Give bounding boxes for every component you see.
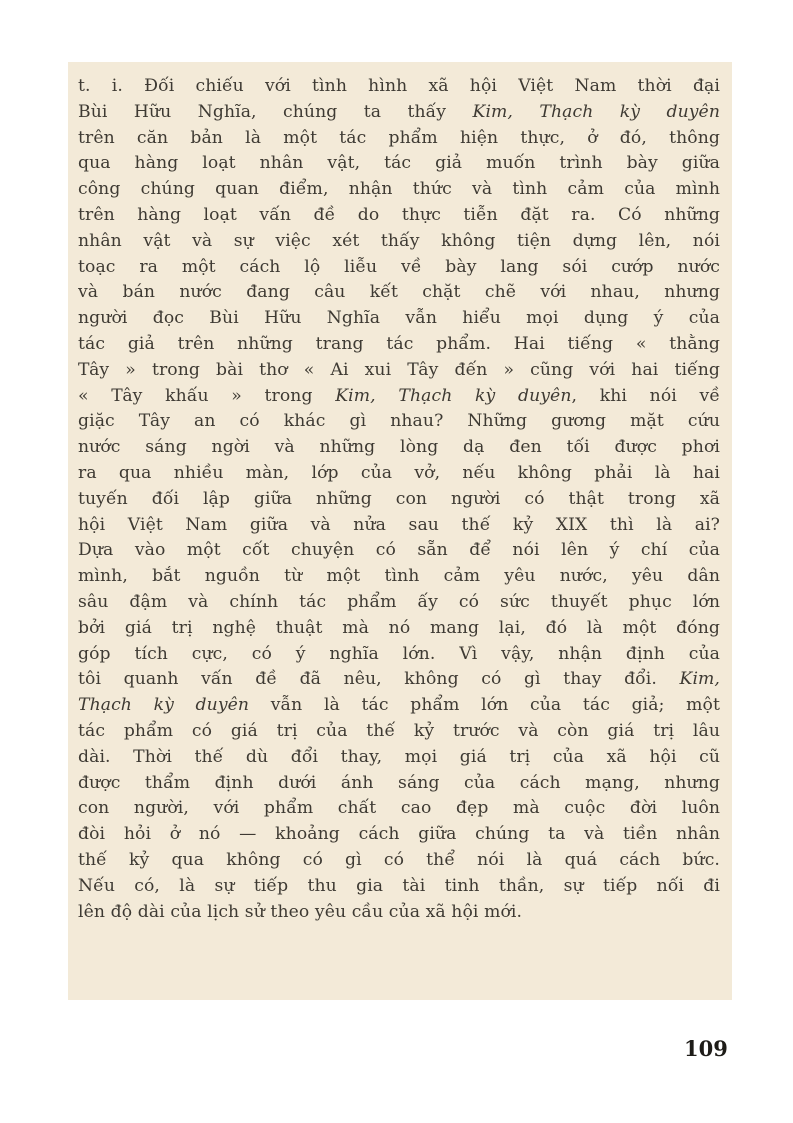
text-line <box>78 719 720 745</box>
line-text: và bán nước đang câu kết chặt chẽ với nhau, nhưng <box>78 282 720 303</box>
text-line <box>78 358 720 384</box>
line-text: tác giả trên những trang tác phẩm. Hai tiếng « thằng <box>78 333 720 354</box>
line-text: góp tích cực, có ý nghĩa lớn. Vì vậy, nhận định của <box>78 643 720 664</box>
text-line <box>78 435 720 461</box>
italic-title-text: Thạch kỳ duyên <box>78 695 250 716</box>
text-line <box>78 771 720 797</box>
line-text: trên hàng loạt vấn đề do thực tiễn đặt ra. Có những <box>78 204 720 225</box>
line-text: con người, với phẩm chất cao đẹp mà cuộc đời luôn <box>78 798 720 819</box>
line-text: công chúng quan điểm, nhận thức và tình cảm của mình <box>78 179 720 200</box>
line-text: t. i. Đối chiếu với tình hình xã hội Việt Nam thời đại <box>78 76 720 96</box>
line-text: Tây » trong bài thơ « Ai xui Tây đến » cũng với hai tiếng <box>78 359 720 380</box>
line-text: mình, bắt nguồn từ một tình cảm yêu nước, yêu dân <box>78 566 720 587</box>
line-text: giặc Tây an có khác gì nhau? Những gương mặt cứu <box>78 411 720 432</box>
text-line <box>78 667 720 693</box>
line-text: dài. Thời thế dù đổi thay, mọi giá trị của xã hội cũ <box>78 746 720 767</box>
text-line <box>78 255 720 281</box>
text-line <box>78 332 720 358</box>
text-line <box>78 100 720 126</box>
line-text: toạc ra một cách lộ liễu về bày lang sói cướp nước <box>78 256 720 277</box>
page-number: 109 <box>684 1036 728 1061</box>
line-text: nhân vật và sự việc xét thấy không tiện dựng lên, nói <box>78 230 720 251</box>
text-line <box>78 642 720 668</box>
text-line <box>78 822 720 848</box>
text-line <box>78 564 720 590</box>
text-line <box>78 177 720 203</box>
line-text: tác phẩm có giá trị của thế kỷ trước và còn giá trị lâu <box>78 720 720 741</box>
text-line <box>78 280 720 306</box>
line-text: hội Việt Nam giữa và nửa sau thế kỷ XIX thì là ai? <box>78 514 720 535</box>
italic-title-text: Kim, Thạch kỳ duyên <box>472 101 720 122</box>
text-line <box>78 616 720 642</box>
text-line <box>78 126 720 152</box>
text-line <box>78 384 720 410</box>
text-line <box>78 74 720 100</box>
text-line <box>78 848 720 874</box>
line-text: Dựa vào một cốt chuyện có sẵn để nói lên ý chí của <box>78 540 720 561</box>
text-line <box>78 538 720 564</box>
italic-title-text: Kim, <box>679 669 720 690</box>
line-text: lên độ dài của lịch sử theo yêu cầu của xã hội mới. <box>78 901 523 922</box>
text-line <box>78 693 720 719</box>
text-line <box>78 796 720 822</box>
line-text: « Tây khấu » trong <box>78 385 336 406</box>
italic-title-text: Kim, Thạch kỳ duyên <box>335 385 572 406</box>
text-line <box>78 229 720 255</box>
line-text: qua hàng loạt nhân vật, tác giả muốn trình bày giữa <box>78 153 720 174</box>
text-line <box>78 203 720 229</box>
line-text: tôi quanh vấn đề đã nêu, không có gì thay đổi. <box>78 669 680 690</box>
text-line <box>78 874 720 900</box>
line-text: nước sáng ngời và những lòng dạ đen tối được phơi <box>78 437 720 458</box>
body-text <box>78 74 720 925</box>
line-text: , khi nói về <box>571 385 720 406</box>
line-text: ra qua nhiều màn, lớp của vở, nếu không phải là hai <box>78 462 720 483</box>
line-text: Bùi Hữu Nghĩa, chúng ta thấy <box>78 101 473 122</box>
text-line <box>78 513 720 539</box>
text-line <box>78 151 720 177</box>
line-text: đòi hỏi ở nó — khoảng cách giữa chúng ta và tiền nhân <box>78 824 720 845</box>
text-line <box>78 461 720 487</box>
text-line <box>78 590 720 616</box>
text-line <box>78 306 720 332</box>
line-text: người đọc Bùi Hữu Nghĩa vẫn hiểu mọi dụng ý của <box>78 308 720 329</box>
text-line <box>78 745 720 771</box>
line-text: tuyến đối lập giữa những con người có thật trong xã <box>78 488 720 509</box>
line-text: bởi giá trị nghệ thuật mà nó mang lại, đó là một đóng <box>78 617 720 638</box>
line-text: được thẩm định dưới ánh sáng của cách mạng, nhưng <box>78 772 720 793</box>
line-text: sâu đậm và chính tác phẩm ấy có sức thuyết phục lớn <box>78 591 720 612</box>
line-text: Nếu có, là sự tiếp thu gia tài tinh thần, sự tiếp nối đi <box>78 875 720 896</box>
text-line <box>78 487 720 513</box>
text-line <box>78 409 720 435</box>
line-text: vẫn là tác phẩm lớn của tác giả; một <box>249 695 720 716</box>
line-text: trên căn bản là một tác phẩm hiện thực, ở đó, thông <box>78 127 720 148</box>
text-line <box>78 900 720 926</box>
line-text: thế kỷ qua không có gì có thể nói là quá cách bức. <box>78 849 720 870</box>
